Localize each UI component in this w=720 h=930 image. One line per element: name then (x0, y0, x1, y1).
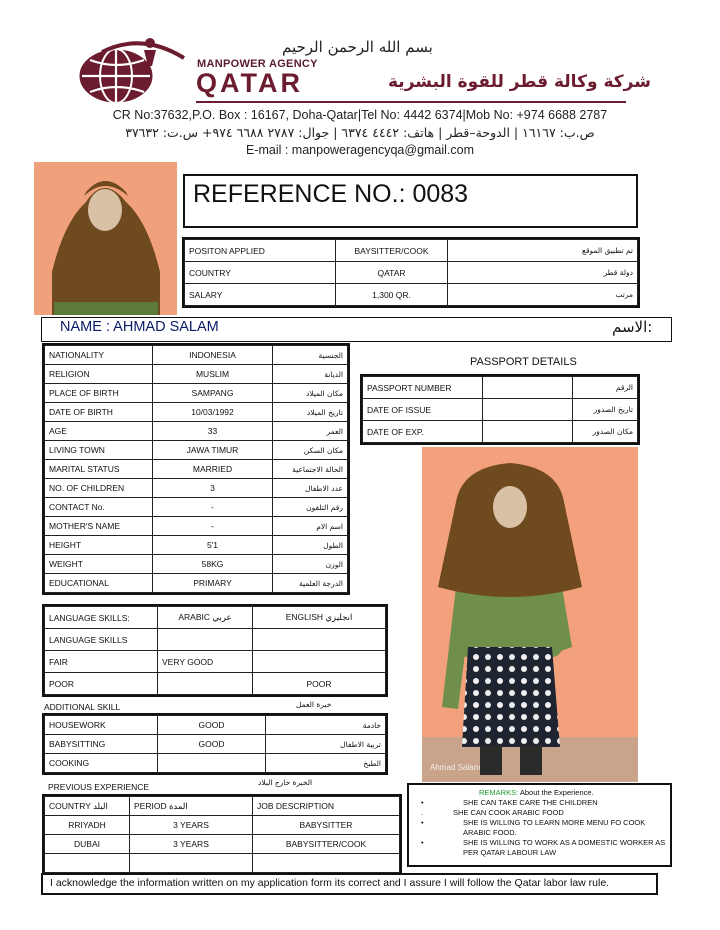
experience-table (44, 796, 400, 873)
photo-watermark: Ahmad Salam (430, 763, 481, 772)
header-divider (196, 101, 626, 103)
remark-text: SHE CAN TAKE CARE THE CHILDREN (463, 798, 598, 807)
issue-date-arabic: تاريخ الصدور (573, 399, 638, 421)
detail-label-arabic: الدرجة العلمية (273, 574, 348, 593)
additional-skill-title-arabic: خبرة العمل (296, 700, 332, 709)
cooking-value (158, 754, 266, 773)
language-header-english: ENGLISH انجليزي (253, 607, 386, 629)
detail-label-arabic: العمر (273, 422, 348, 441)
detail-label-arabic: رقم التلفون (273, 498, 348, 517)
country-value: QATAR (336, 262, 448, 284)
experience-period: 3 YEARS (130, 835, 253, 854)
list-item: . SHE CAN COOK ARABIC FOOD (421, 808, 564, 817)
passport-title: PASSPORT DETAILS (470, 356, 577, 368)
experience-country: RRIYADH (45, 816, 130, 835)
detail-value: - (153, 498, 273, 517)
detail-label: NO. OF CHILDREN (45, 479, 153, 498)
expiry-date-arabic: مكان الصدور (573, 421, 638, 443)
additional-skill-title: ADDITIONAL SKILL (44, 702, 121, 712)
detail-value: MARRIED (153, 460, 273, 479)
language-row-arabic (158, 629, 253, 651)
position-label: POSITON APPLIED (185, 240, 336, 262)
experience-job: BABYSITTER/COOK (253, 835, 400, 854)
table-row (45, 460, 348, 479)
expiry-date-value (483, 421, 573, 443)
babysitting-value: GOOD (158, 735, 266, 754)
list-item: • SHE IS WILLING TO LEARN MORE MENU FO COOK ARABIC FOOD. (421, 818, 670, 838)
applicant-headshot (34, 162, 177, 315)
experience-country-header: COUNTRY البلد (45, 797, 130, 816)
housework-arabic: خادمة (266, 716, 386, 735)
position-table (184, 239, 638, 306)
detail-label-arabic: الوزن (273, 555, 348, 574)
cooking-label: COOKING (45, 754, 158, 773)
applicant-name: NAME : AHMAD SALAM (60, 319, 219, 335)
detail-value: INDONESIA (153, 346, 273, 365)
passport-number-value (483, 377, 573, 399)
detail-label: EDUCATIONAL (45, 574, 153, 593)
detail-label: PLACE OF BIRTH (45, 384, 153, 403)
table-row (185, 240, 638, 262)
language-fair-arabic: VERY GOOD (158, 651, 253, 673)
detail-value: 33 (153, 422, 273, 441)
detail-value: MUSLIM (153, 365, 273, 384)
language-row-label: LANGUAGE SKILLS (45, 629, 158, 651)
position-label-arabic: تم تطبيق الموقع (448, 240, 638, 262)
detail-label: RELIGION (45, 365, 153, 384)
table-row (185, 284, 638, 306)
list-item: • SHE IS WILLING TO WORK AS A DOMESTIC WORKER AS PER QATAR LABOUR LAW (421, 838, 670, 858)
detail-label: NATIONALITY (45, 346, 153, 365)
table-row (45, 574, 348, 593)
globe-logo-icon (72, 36, 194, 113)
contact-line-english: CR No:37632,P.O. Box : 16167, Doha-Qatar|Tel No: 4442 6374|Mob No: +974 6688 2787 (112, 108, 608, 122)
table-row (45, 797, 400, 816)
language-poor-english: POOR (253, 673, 386, 695)
passport-number-label: PASSPORT NUMBER (363, 377, 483, 399)
babysitting-label: BABYSITTING (45, 735, 158, 754)
detail-value: 3 (153, 479, 273, 498)
detail-label: HEIGHT (45, 536, 153, 555)
table-row (45, 854, 400, 873)
table-row (45, 365, 348, 384)
table-row (45, 536, 348, 555)
language-header-label: LANGUAGE SKILLS: (45, 607, 158, 629)
table-row (45, 835, 400, 854)
detail-label: MOTHER'S NAME (45, 517, 153, 536)
detail-label: CONTACT No. (45, 498, 153, 517)
language-header-arabic: ARABIC عربي (158, 607, 253, 629)
experience-job: BABYSITTER (253, 816, 400, 835)
table-row (45, 555, 348, 574)
detail-label: DATE OF BIRTH (45, 403, 153, 422)
detail-value: 10/03/1992 (153, 403, 273, 422)
remark-text: SHE CAN COOK ARABIC FOOD (453, 808, 564, 817)
agency-name-arabic: شركة وكالة قطر للقوة البشرية (388, 72, 651, 92)
table-row (45, 816, 400, 835)
position-value: BAYSITTER/COOK (336, 240, 448, 262)
detail-label-arabic: مكان الميلاد (273, 384, 348, 403)
detail-label-arabic: تاريخ الميلاد (273, 403, 348, 422)
issue-date-value (483, 399, 573, 421)
babysitting-arabic: تربية الاطفال (266, 735, 386, 754)
experience-period-header: PERIOD المدة (130, 797, 253, 816)
remarks-box (407, 783, 672, 867)
detail-value: 5'1 (153, 536, 273, 555)
detail-label: AGE (45, 422, 153, 441)
remark-text: SHE IS WILLING TO LEARN MORE MENU FO COOK ARABIC FOOD. (463, 818, 646, 837)
detail-label-arabic: الجنسية (273, 346, 348, 365)
acknowledgement-text: I acknowledge the information written on my application form its correct and I assure I will follow the Qatar labor law rule. (50, 877, 610, 889)
remarks-label: REMARKS: (479, 788, 519, 797)
country-label: COUNTRY (185, 262, 336, 284)
country-label-arabic: دولة قطر (448, 262, 638, 284)
experience-country: DUBAI (45, 835, 130, 854)
passport-table (362, 376, 638, 443)
detail-label-arabic: عدد الاطفال (273, 479, 348, 498)
table-row (45, 673, 386, 695)
experience-job-header: JOB DESCRIPTION (253, 797, 400, 816)
experience-period (130, 854, 253, 873)
housework-label: HOUSEWORK (45, 716, 158, 735)
table-row (45, 651, 386, 673)
detail-value: SAMPANG (153, 384, 273, 403)
detail-value: JAWA TIMUR (153, 441, 273, 460)
applicant-name-arabic: الاسم: (612, 318, 653, 336)
table-row (45, 716, 386, 735)
detail-label-arabic: مكان السكن (273, 441, 348, 460)
email-line: E-mail : manpoweragencyqa@gmail.com (245, 143, 475, 157)
table-row (45, 498, 348, 517)
expiry-date-label: DATE OF EXP. (363, 421, 483, 443)
salary-value: 1,300 QR. (336, 284, 448, 306)
list-item: • SHE CAN TAKE CARE THE CHILDREN (421, 798, 598, 807)
detail-label-arabic: الطول (273, 536, 348, 555)
table-row (45, 422, 348, 441)
language-fair-label: FAIR (45, 651, 158, 673)
previous-experience-title-arabic: الخبرة خارج البلاد (258, 778, 313, 787)
detail-value: 58KG (153, 555, 273, 574)
additional-skill-table (44, 715, 386, 773)
table-row (45, 629, 386, 651)
language-poor-arabic (158, 673, 253, 695)
agency-subtitle: MANPOWER AGENCY (197, 58, 318, 70)
detail-label: MARITAL STATUS (45, 460, 153, 479)
salary-label: SALARY (185, 284, 336, 306)
remarks-label-rest: About the Experience. (518, 788, 594, 797)
table-row (45, 754, 386, 773)
experience-job (253, 854, 400, 873)
table-row (363, 399, 638, 421)
table-row (45, 735, 386, 754)
table-row (45, 517, 348, 536)
previous-experience-title: PREVIOUS EXPERIENCE (48, 782, 150, 792)
table-row (363, 377, 638, 399)
detail-label: WEIGHT (45, 555, 153, 574)
personal-details-table (44, 345, 348, 593)
table-row (45, 479, 348, 498)
table-row (45, 607, 386, 629)
detail-label: LIVING TOWN (45, 441, 153, 460)
table-row (45, 346, 348, 365)
contact-line-arabic: ص.ب: ١٦١٦٧ | الدوحة–قطر | هاتف: ٤٤٤٢ ٦٣٧٤ | جوال: ٢٧٨٧ ٦٦٨٨ ٩٧٤+ س.ت: ٣٧٦٣٢ (125, 125, 595, 140)
language-skills-table (44, 606, 386, 695)
language-poor-label: POOR (45, 673, 158, 695)
reference-number: REFERENCE NO.: 0083 (193, 180, 469, 208)
housework-value: GOOD (158, 716, 266, 735)
applicant-full-photo (422, 447, 638, 782)
detail-label-arabic: اسم الام (273, 517, 348, 536)
passport-number-arabic: الرقم (573, 377, 638, 399)
detail-label-arabic: الحالة الاجتماعية (273, 460, 348, 479)
language-fair-english (253, 651, 386, 673)
experience-country (45, 854, 130, 873)
table-row (45, 384, 348, 403)
remark-text: SHE IS WILLING TO WORK AS A DOMESTIC WORKER AS PER QATAR LABOUR LAW (463, 838, 666, 857)
table-row (45, 441, 348, 460)
table-row (185, 262, 638, 284)
language-row-english (253, 629, 386, 651)
bismillah-calligraphy: بسم الله الرحمن الرحيم (282, 38, 433, 56)
table-row (363, 421, 638, 443)
detail-value: - (153, 517, 273, 536)
detail-value: PRIMARY (153, 574, 273, 593)
experience-period: 3 YEARS (130, 816, 253, 835)
salary-label-arabic: مرتب (448, 284, 638, 306)
table-row (45, 403, 348, 422)
agency-name: QATAR (196, 68, 303, 98)
cooking-arabic: الطبخ (266, 754, 386, 773)
detail-label-arabic: الديانة (273, 365, 348, 384)
issue-date-label: DATE OF ISSUE (363, 399, 483, 421)
